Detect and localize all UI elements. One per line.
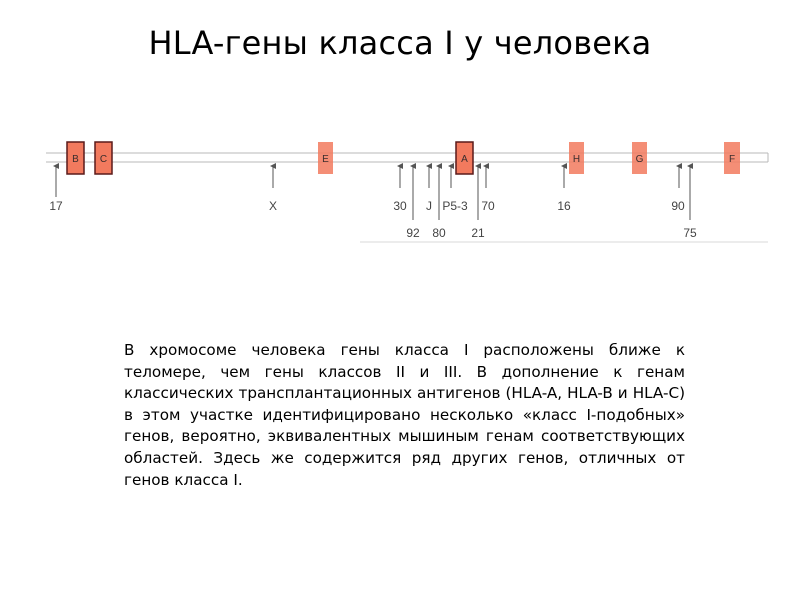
gene-label: E — [322, 154, 329, 165]
chromosome-map — [0, 120, 800, 260]
gene-h — [569, 142, 584, 174]
gene-c — [95, 142, 112, 174]
marker-label: P5-3 — [442, 199, 468, 213]
marker-90 — [671, 166, 685, 213]
marker-92 — [406, 166, 420, 240]
marker-label: 80 — [432, 226, 446, 240]
gene-label: B — [72, 154, 79, 165]
gene-label: C — [99, 154, 108, 165]
genes-layer — [67, 142, 740, 174]
marker-label: 75 — [683, 226, 697, 240]
gene-f — [724, 142, 740, 174]
marker-label: 70 — [481, 199, 495, 213]
marker-75 — [683, 166, 697, 240]
gene-label: G — [635, 154, 644, 165]
page-title: HLA-гены класса I у человека — [148, 24, 652, 62]
marker-label: 21 — [471, 226, 485, 240]
marker-17 — [49, 166, 63, 213]
marker-label: X — [268, 199, 278, 213]
marker-label: 30 — [393, 199, 407, 213]
gene-label: H — [572, 154, 581, 165]
marker-label: 90 — [671, 199, 685, 213]
marker-70 — [481, 166, 495, 213]
gene-label: F — [728, 154, 736, 165]
marker-16 — [557, 166, 571, 213]
marker-label: 92 — [406, 226, 420, 240]
marker-label: J — [426, 199, 432, 213]
markers-layer — [49, 166, 697, 240]
gene-a — [456, 142, 473, 174]
marker-30 — [393, 166, 407, 213]
gene-label: A — [461, 154, 468, 165]
description-text: В хромосоме человека гены класса I расположены ближе к теломере, чем гены классов II и III. В дополнение к генам классических трансплантационных антигенов (HLA-A, HLA-B и HLA-C) в этом участке идентифицировано несколько «класс I-подобных» генов, вероятно, эквивалентных мышиным генам соответствующих областей. Здесь же содержится ряд других генов, отличных от генов класса I. — [124, 341, 685, 489]
marker-label: 17 — [49, 199, 63, 213]
marker-j — [426, 166, 432, 213]
gene-g — [632, 142, 647, 174]
gene-e — [318, 142, 333, 174]
marker-x — [269, 166, 277, 213]
marker-label: 16 — [557, 199, 571, 213]
gene-b — [67, 142, 84, 174]
